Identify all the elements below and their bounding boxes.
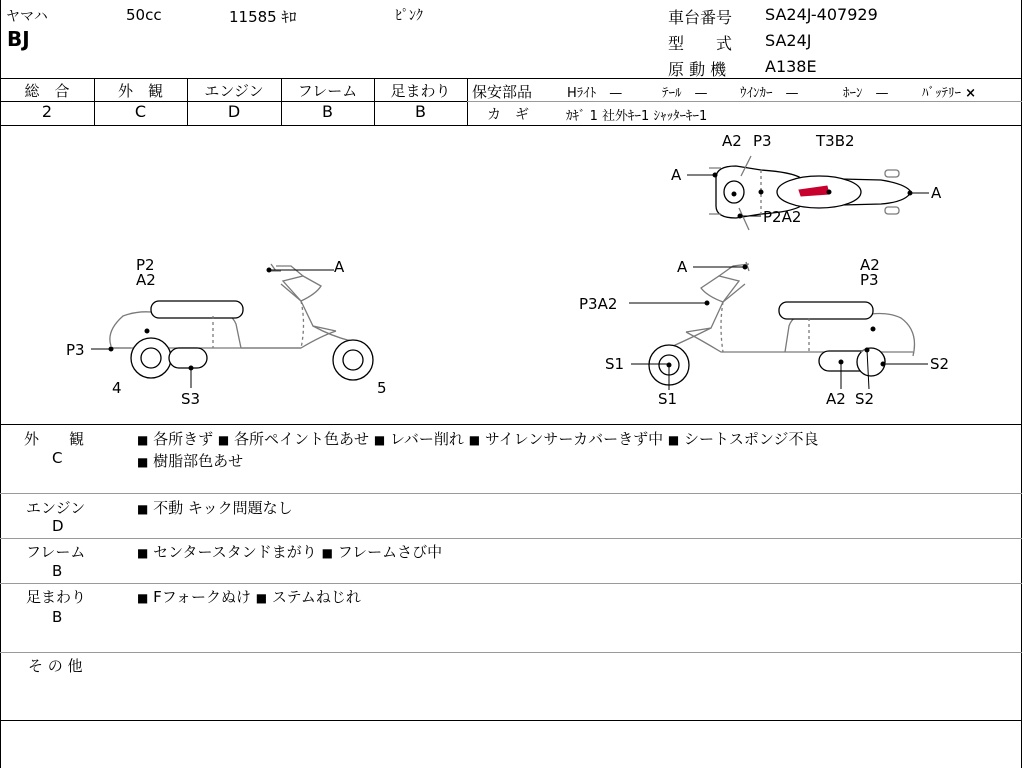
grade-label-suspension: 足まわり — [390, 82, 451, 100]
type-label: 型 式 — [668, 34, 733, 53]
right-label-a: A — [677, 258, 688, 276]
right-label-s2-bottom: S2 — [855, 390, 875, 408]
safety-item-horn: ﾎｰﾝ — — [843, 86, 889, 101]
safety-item-tail: ﾃｰﾙ — — [662, 86, 708, 101]
grade-label-engine: エンジン — [204, 82, 264, 100]
left-label-a: A — [334, 258, 345, 276]
grade-value-engine: D — [227, 102, 241, 121]
safety-item-battery: ﾊﾞｯﾃﾘｰ × — [922, 86, 977, 101]
right-label-s1-side: S1 — [605, 355, 625, 373]
top-label-a-left: A — [671, 166, 682, 184]
key-info: ｶｷﾞ 1 社外ｷｰ1 ｼｬｯﾀｰｷｰ1 — [566, 109, 708, 124]
grade-value-exterior: C — [134, 102, 147, 121]
top-label-a2: A2 — [722, 132, 742, 150]
note-grade-engine: D — [52, 517, 64, 535]
safety-mid-rule — [467, 101, 1022, 102]
right-label-s2-side: S2 — [930, 355, 950, 373]
note-title-engine: エンジン — [26, 499, 86, 517]
engine-value: A138E — [765, 57, 817, 76]
color: ﾋﾟﾝｸ — [395, 8, 423, 24]
displacement: 50cc — [126, 6, 162, 24]
left-label-a2: A2 — [136, 271, 156, 289]
note-line-engine-1: ■ 不動 キック問題なし — [137, 499, 293, 517]
left-label-p3: P3 — [66, 341, 85, 359]
right-label-s1-bottom: S1 — [658, 390, 678, 408]
model-name: BJ — [7, 27, 30, 51]
type-value: SA24J — [765, 31, 812, 50]
maker: ヤマハ — [6, 9, 48, 25]
rule-note-1 — [0, 493, 1022, 494]
note-line-suspension-1: ■ Fフォークぬけ ■ ステムねじれ — [137, 588, 361, 606]
left-label-4: 4 — [112, 379, 122, 397]
grade-label-total: 総 合 — [24, 82, 70, 100]
grade-value-total: 2 — [41, 102, 53, 121]
top-label-p2a2: P2A2 — [763, 208, 802, 226]
frame-no: SA24J-407929 — [765, 5, 878, 24]
safety-item-winker: ｳｲﾝｶｰ — — [740, 86, 799, 101]
rule-note-2 — [0, 538, 1022, 539]
note-grade-frame: B — [52, 562, 63, 580]
mileage: 11585 ｷﾛ — [229, 8, 297, 26]
damage-diagram — [1, 126, 1021, 424]
right-label-p3: P3 — [860, 271, 879, 289]
note-title-suspension: 足まわり — [26, 588, 87, 606]
note-line-frame-1: ■ センタースタンドまがり ■ フレームさび中 — [137, 543, 443, 561]
note-grade-exterior: C — [52, 449, 63, 467]
note-title-frame: フレーム — [26, 543, 86, 561]
note-grade-suspension: B — [52, 608, 63, 626]
rule-diagram — [0, 424, 1022, 425]
grade-value-suspension: B — [415, 102, 426, 121]
top-label-p3: P3 — [753, 132, 772, 150]
top-label-a-right: A — [931, 184, 942, 202]
rule-bottom — [0, 720, 1022, 721]
safety-label: 保安部品 — [472, 83, 533, 101]
left-label-p2: P2 — [136, 256, 155, 274]
right-label-a2: A2 — [860, 256, 880, 274]
engine-label: 原 動 機 — [668, 60, 727, 79]
scooter-top-view — [709, 156, 911, 230]
right-label-p3a2: P3A2 — [579, 295, 618, 313]
grade-label-frame: フレーム — [297, 82, 358, 100]
right-label-a2-bottom: A2 — [826, 390, 846, 408]
rule-header — [0, 78, 1022, 79]
key-label: カ ギ — [487, 107, 529, 123]
grade-label-exterior: 外 観 — [117, 82, 163, 100]
note-line-exterior-2: ■ 樹脂部色あせ — [137, 452, 244, 470]
rule-note-4 — [0, 652, 1022, 653]
frame-no-label: 車台番号 — [668, 8, 733, 27]
safety-item-headlight: Hﾗｲﾄ — — [567, 86, 623, 101]
note-line-exterior-1: ■ 各所きず ■ 各所ペイント色あせ ■ レバー削れ ■ サイレンサーカバーきず中 ■ シートスポンジ不良 — [137, 430, 819, 448]
left-label-5: 5 — [377, 379, 387, 397]
top-label-t3b2: T3B2 — [816, 132, 855, 150]
rule-note-3 — [0, 583, 1022, 584]
note-title-exterior: 外 観 — [24, 430, 85, 448]
note-title-other: そ の 他 — [28, 657, 83, 675]
left-label-s3: S3 — [181, 390, 201, 408]
grade-value-frame: B — [322, 102, 333, 121]
